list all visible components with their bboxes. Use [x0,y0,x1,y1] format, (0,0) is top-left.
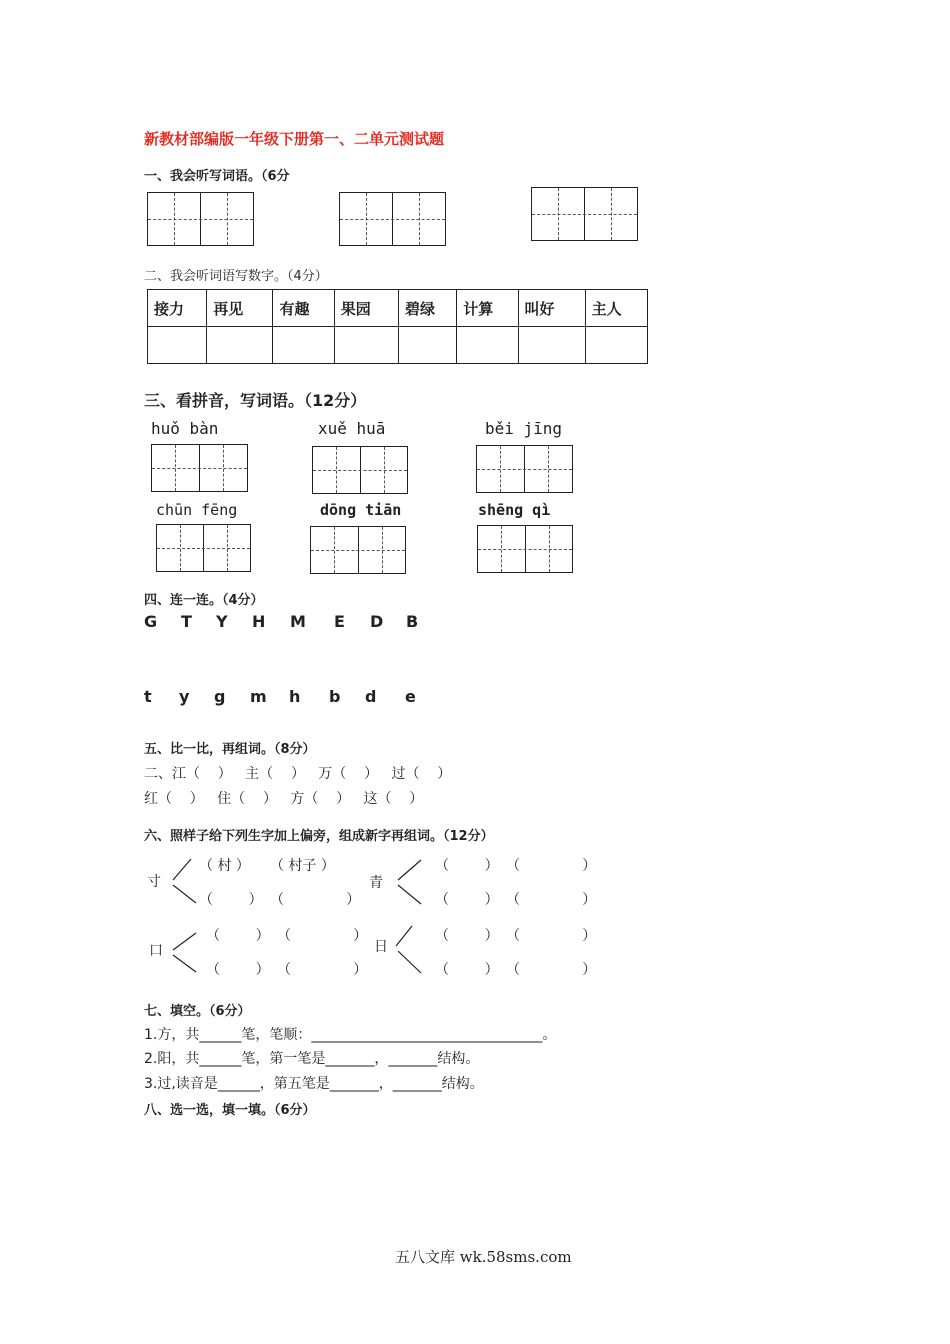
blank-short[interactable]: （ ） [435,928,499,944]
word-cell: 碧绿 [398,290,456,327]
letter[interactable]: b [329,687,341,706]
blank-short[interactable]: （ ） [435,962,499,978]
fill-line[interactable]: 3.过,读音是______，第五笔是_______，_______结构。 [144,1076,484,1092]
letter[interactable]: M [290,612,306,631]
letter[interactable]: D [370,612,384,631]
word-cell: 接力 [148,290,207,327]
letter[interactable]: g [214,687,226,706]
example-word: （ 村子 ） [270,858,335,874]
footer-watermark: 五八文库 wk.58sms.com [395,1248,572,1266]
word-cell: 再见 [207,290,273,327]
pinyin-label: huǒ bàn [151,419,219,438]
section-3-heading: 三、看拼音，写词语。（12分） [144,391,367,410]
page-title: 新教材部编版一年级下册第一、二单元测试题 [144,130,445,148]
blank-long[interactable]: （ ） [506,962,597,978]
pinyin-label: běi jīng [485,419,563,438]
fill-line[interactable]: 1.方，共______笔，笔顺：_________________________________。 [144,1027,557,1043]
pinyin-label: chūn fēng [156,501,238,519]
letter[interactable]: y [179,687,190,706]
section-2-heading: 二、我会听词语写数字。（4分） [144,269,328,284]
letter[interactable]: H [252,612,266,631]
section-7-heading: 七、填空。（6分） [144,1004,251,1019]
letter[interactable]: t [144,687,152,706]
blank-long[interactable]: （ ） [506,892,597,908]
base-char: 口 [149,943,163,959]
letter[interactable]: E [334,612,345,631]
base-char: 寸 [147,874,161,890]
base-char: 青 [369,875,383,891]
blank-long[interactable]: （ ） [270,892,361,908]
blank-long[interactable]: （ ） [506,928,597,944]
letter[interactable]: m [250,687,267,706]
word-cell: 叫好 [518,290,585,327]
letter[interactable]: h [289,687,301,706]
letter[interactable]: d [365,687,377,706]
letter[interactable]: G [144,612,158,631]
letter[interactable]: e [405,687,416,706]
blank-short[interactable]: （ ） [435,858,499,874]
blank-long[interactable]: （ ） [277,962,368,978]
blank-long[interactable]: （ ） [277,928,368,944]
blank-long[interactable]: （ ） [506,858,597,874]
letter[interactable]: T [181,612,192,631]
blank-short[interactable]: （ ） [435,892,499,908]
word-cell: 主人 [585,290,647,327]
section-6-heading: 六、照样子给下列生字加上偏旁，组成新字再组词。（12分） [144,829,494,844]
example-char: （ 村 ） [199,858,250,874]
section-5-heading: 五、比一比，再组词。（8分） [144,742,316,757]
pinyin-label: xuě huā [318,419,386,438]
word-cell: 果园 [334,290,398,327]
blank-short[interactable]: （ ） [206,962,270,978]
pinyin-label: dōng tiān [320,501,402,519]
blank-short[interactable]: （ ） [199,892,263,908]
word-cell: 计算 [457,290,518,327]
letter[interactable]: Y [216,612,228,631]
fill-line[interactable]: 2.阳，共______笔，第一笔是_______，_______结构。 [144,1051,480,1067]
pinyin-label: shēng qì [478,501,551,519]
compare-row: 二、江（ ） 主（ ） 万（ ） 过（ ） [144,766,452,782]
section-4-heading: 四、连一连。（4分） [144,593,264,608]
word-cell: 有趣 [273,290,334,327]
base-char: 日 [374,939,388,955]
letter[interactable]: B [406,612,419,631]
blank-short[interactable]: （ ） [206,928,270,944]
compare-row: 红（ ） 住（ ） 方（ ） 这（ ） [144,791,424,807]
section-8-heading: 八、选一选，填一填。（6分） [144,1103,316,1118]
section-1-heading: 一、我会听写词语。（6分 [144,169,290,184]
